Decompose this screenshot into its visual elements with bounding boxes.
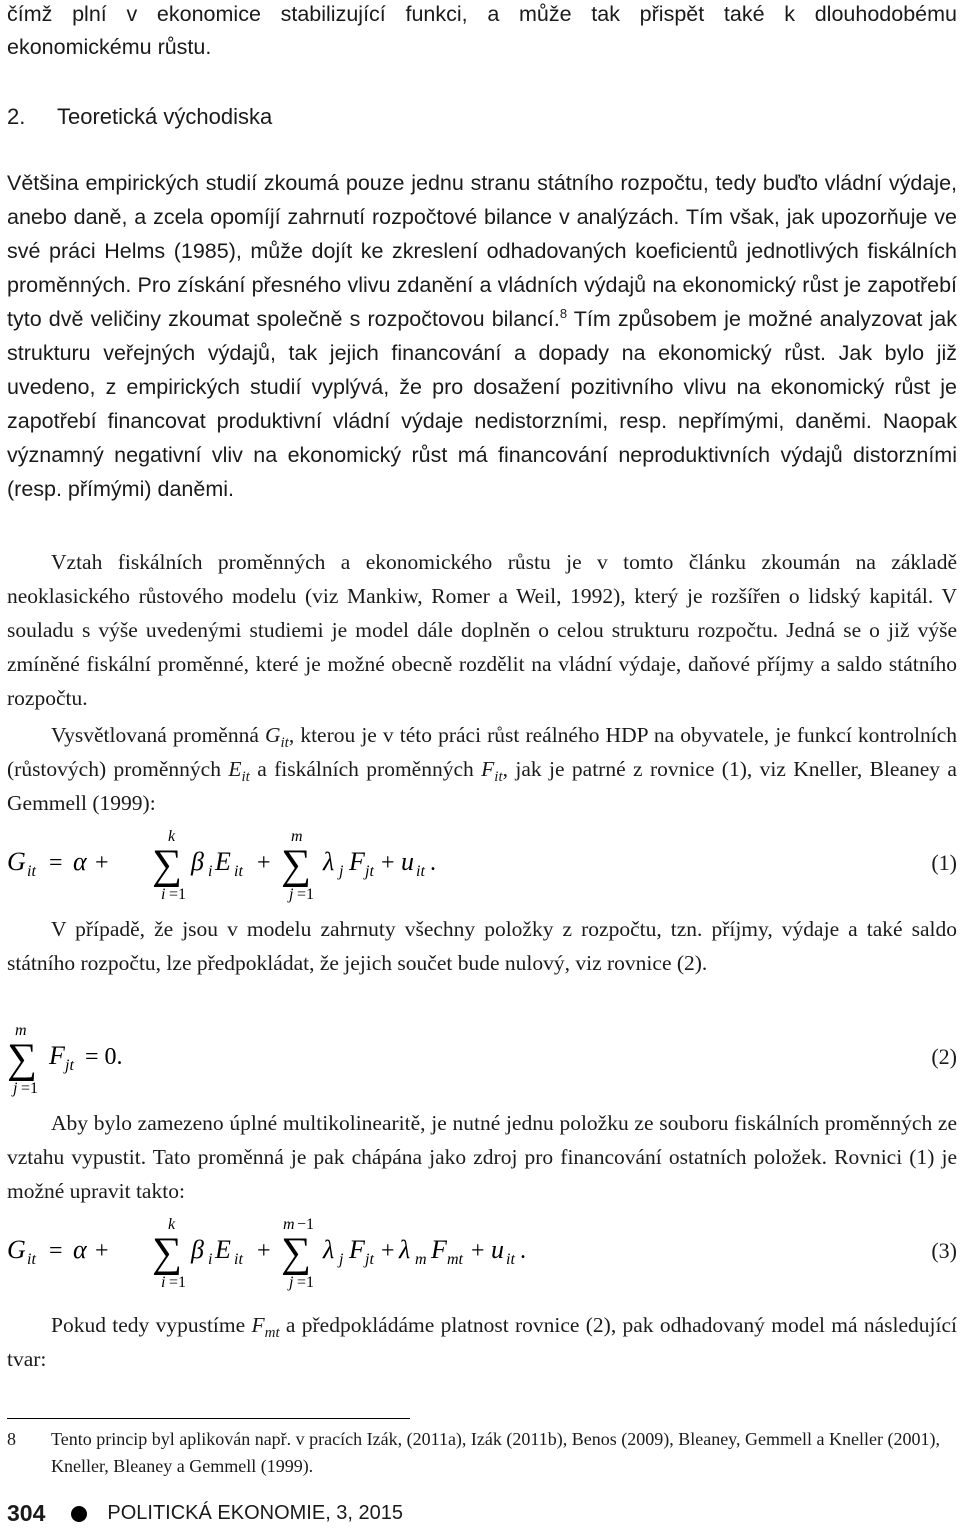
paragraph-5: Aby bylo zamezeno úplné multikolinearitě, je nutné jednu položku ze souboru fiskálních proměnných ze vztahu vypustit. Tato proměnná je pak chápána jako zdroj pro financování ostatních položek. Rovnici (1) je možné upravit takto: bbox=[7, 1111, 957, 1203]
section-title: Teoretická východiska bbox=[57, 104, 273, 129]
paragraph-3-text: a fiskálních proměnných bbox=[249, 757, 482, 781]
equation-1-number: (1) bbox=[931, 850, 957, 875]
svg-text:∑: ∑ bbox=[152, 842, 182, 888]
svg-text:it: it bbox=[506, 1251, 515, 1268]
svg-text:m: m bbox=[415, 1251, 427, 1268]
svg-text:i: i bbox=[208, 1251, 213, 1268]
svg-text:E: E bbox=[215, 847, 231, 876]
page-number: 304 bbox=[7, 1500, 46, 1526]
paragraph-3-text: , jak je patrné z rovnice (1), viz Kneller, Bleaney a Gemmell (1999): bbox=[7, 757, 957, 815]
var-F: F bbox=[251, 1313, 265, 1337]
svg-text:=1: =1 bbox=[169, 1274, 187, 1291]
svg-text:+: + bbox=[95, 850, 109, 876]
svg-text:jt: jt bbox=[365, 1251, 374, 1268]
section-number: 2. bbox=[7, 104, 26, 129]
equation-2-formula bbox=[7, 1020, 307, 1100]
svg-text:+: + bbox=[95, 1238, 109, 1264]
section-heading bbox=[7, 102, 272, 132]
svg-text:λ: λ bbox=[323, 847, 335, 876]
paragraph-3 bbox=[7, 718, 957, 820]
svg-text:λ: λ bbox=[323, 1235, 335, 1264]
intro-line: čímž plní v ekonomice stabilizující funkci, a může tak přispět také k dlouhodobému bbox=[7, 2, 957, 26]
sub-mt: mt bbox=[264, 1325, 280, 1341]
svg-text:=: = bbox=[49, 850, 63, 876]
svg-text:i: i bbox=[161, 886, 166, 903]
svg-text:m: m bbox=[291, 828, 303, 845]
svg-text:m: m bbox=[283, 1216, 295, 1233]
paragraph-1-body: Tím však, jak upozorňuje ve své práci Helms (1985), může dojít ke zkreslení odhadovaných koeficientů jednotlivých fiskálních proměnných. Pro získání přesného vlivu zdanění a vládních výdajů na ekonomický růst je zapotřebí tyto dvě veličiny zkoumat společně s rozpočtovou bilancí. bbox=[7, 205, 957, 331]
svg-text:=1: =1 bbox=[297, 1274, 315, 1291]
equation-2 bbox=[7, 1020, 957, 1100]
svg-text:k: k bbox=[168, 828, 176, 845]
sub-it: it bbox=[280, 735, 289, 751]
svg-text:=1: =1 bbox=[21, 1080, 39, 1097]
footnote-mark[interactable]: 8 bbox=[559, 305, 568, 321]
svg-text:j: j bbox=[13, 1080, 18, 1097]
paragraph-6-text: Pokud tedy vypustíme bbox=[51, 1313, 252, 1337]
paragraph-3-text: Vysvětlovaná proměnná bbox=[51, 723, 265, 747]
svg-text:F: F bbox=[431, 1235, 447, 1264]
svg-text:F: F bbox=[349, 1235, 365, 1264]
svg-text:+: + bbox=[381, 850, 395, 876]
var-G: G bbox=[264, 723, 281, 747]
var-E: E bbox=[228, 757, 242, 781]
svg-text:−1: −1 bbox=[297, 1216, 315, 1233]
paragraph-4: V případě, že jsou v modelu zahrnuty všechny položky z rozpočtu, tzn. příjmy, výdaje a také saldo státního rozpočtu, lze předpokládat, že jejich součet bude nulový, viz rovnice (2). bbox=[7, 917, 957, 975]
svg-text:=1: =1 bbox=[297, 886, 315, 903]
footnote bbox=[7, 1426, 957, 1480]
sub-it: it bbox=[494, 769, 503, 785]
paragraph-1 bbox=[7, 166, 957, 506]
equation-3-number: (3) bbox=[931, 1238, 957, 1263]
svg-text:u: u bbox=[401, 847, 414, 876]
svg-text:λ: λ bbox=[399, 1235, 411, 1264]
paragraph-1-lead: Většina empirických studií zkoumá pouze jednu stranu státního rozpočtu, tedy buďto vládní výdaje, anebo daně, a zcela opomíjí zahrnutí rozpočtové bilance v analýzách. bbox=[7, 171, 957, 229]
svg-text:α: α bbox=[73, 1235, 87, 1264]
paragraph-3-text: , kterou je v této práci růst reálného HDP na obyvatele, je funkcí kontrolních (růstových) proměnných bbox=[7, 723, 957, 781]
footnote-number: 8 bbox=[7, 1429, 16, 1449]
svg-text:∑: ∑ bbox=[281, 842, 311, 888]
paragraph-6 bbox=[7, 1308, 957, 1376]
svg-text:u: u bbox=[491, 1235, 504, 1264]
equation-1-formula bbox=[7, 826, 867, 906]
equation-1 bbox=[7, 826, 957, 906]
svg-text:α: α bbox=[73, 847, 87, 876]
svg-text:=: = bbox=[49, 1238, 63, 1264]
equation-3 bbox=[7, 1214, 957, 1294]
equation-2-number: (2) bbox=[931, 1044, 957, 1069]
svg-text:i: i bbox=[161, 1274, 166, 1291]
svg-text:jt: jt bbox=[65, 1057, 74, 1074]
svg-text:j: j bbox=[339, 1251, 344, 1268]
svg-text:G: G bbox=[7, 1235, 26, 1264]
paragraph-1-tail: Tím způsobem je možné analyzovat jak strukturu veřejných výdajů, tak jejich financování a dopady na ekonomický růst. Jak bylo již uvedeno, z empirických studií vyplývá, že pro dosažení pozitivního vlivu na ekonomický růst je zapotřebí financovat produktivní vládní výdaje nedistorzními, resp. nepřímými, daněmi. Naopak významný negativní vliv na ekonomický růst má financování neproduktivních výdajů distorzními (resp. přímými) daněmi. bbox=[7, 307, 957, 501]
svg-text:it: it bbox=[234, 1251, 243, 1268]
intro-line: ekonomickému růstu. bbox=[7, 35, 212, 59]
svg-text:m: m bbox=[15, 1022, 27, 1039]
svg-text:∑: ∑ bbox=[7, 1036, 37, 1082]
svg-text:+: + bbox=[471, 1238, 485, 1264]
svg-text:j: j bbox=[339, 863, 344, 880]
svg-text:F: F bbox=[49, 1041, 65, 1070]
svg-text:.: . bbox=[430, 850, 436, 876]
intro-text bbox=[7, 0, 957, 64]
svg-text:it: it bbox=[416, 863, 425, 880]
svg-text:E: E bbox=[215, 1235, 231, 1264]
paragraph-6-text: a předpokládáme platnost rovnice (2), pak odhadovaný model má následující tvar: bbox=[7, 1313, 957, 1371]
svg-text:it: it bbox=[27, 863, 36, 880]
paragraph-2: Vztah fiskálních proměnných a ekonomického růstu je v tomto článku zkoumán na základě neoklasického růstového modelu (viz Mankiw, Romer a Weil, 1992), který je rozšířen o lidský kapitál. V souladu s výše uvedenými studiemi je model dále doplněn o celou strukturu rozpočtu. Jedná se o již výše zmíněné fiskální proměnné, které je možné obecně rozdělit na vládní výdaje, daňové příjmy a saldo státního rozpočtu. bbox=[7, 550, 957, 710]
svg-text:=1: =1 bbox=[169, 886, 187, 903]
svg-text:mt: mt bbox=[447, 1251, 463, 1268]
svg-text:jt: jt bbox=[365, 863, 374, 880]
svg-text:+: + bbox=[257, 850, 271, 876]
svg-text:+: + bbox=[257, 1238, 271, 1264]
equation-3-formula bbox=[7, 1214, 867, 1294]
page-footer bbox=[7, 1500, 403, 1527]
svg-text:i: i bbox=[208, 863, 213, 880]
svg-text:∑: ∑ bbox=[152, 1230, 182, 1276]
svg-text:β: β bbox=[191, 847, 204, 876]
svg-text:it: it bbox=[27, 1251, 36, 1268]
svg-text:G: G bbox=[7, 847, 26, 876]
footnote-text: Tento princip byl aplikován např. v pracích Izák, (2011a), Izák (2011b), Benos (2009), Bleaney, Gemmell a Kneller (2001), Kneller, Bleaney a Gemmell (1999). bbox=[51, 1429, 940, 1476]
sub-it: it bbox=[241, 769, 250, 785]
svg-text:it: it bbox=[234, 863, 243, 880]
svg-text:k: k bbox=[168, 1216, 176, 1233]
svg-text:j: j bbox=[289, 1274, 294, 1291]
svg-text:∑: ∑ bbox=[281, 1230, 311, 1276]
footnote-divider bbox=[7, 1418, 410, 1419]
svg-text:+: + bbox=[381, 1238, 395, 1264]
var-F: F bbox=[481, 757, 495, 781]
svg-text:F: F bbox=[349, 847, 365, 876]
svg-text:β: β bbox=[191, 1235, 204, 1264]
svg-text:.: . bbox=[520, 1238, 526, 1264]
svg-text:= 0.: = 0. bbox=[85, 1044, 123, 1070]
svg-text:j: j bbox=[289, 886, 294, 903]
bullet-icon bbox=[71, 1506, 87, 1522]
journal-name: POLITICKÁ EKONOMIE, 3, 2015 bbox=[107, 1502, 404, 1524]
